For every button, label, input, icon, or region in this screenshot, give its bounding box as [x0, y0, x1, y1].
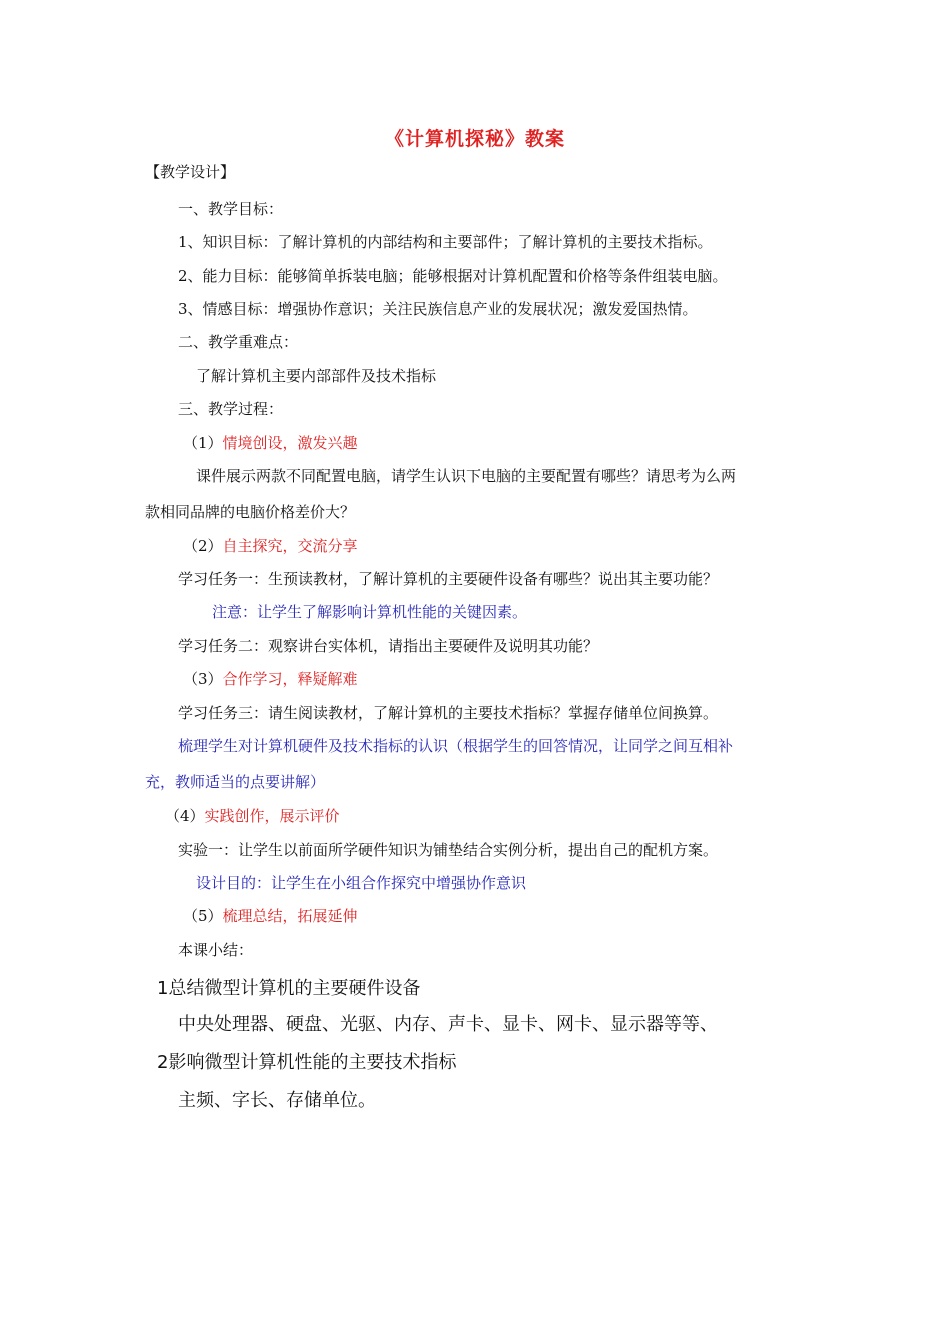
- task-3: 学习任务三：请生阅读教材，了解计算机的主要技术指标？掌握存储单位间换算。: [178, 704, 719, 722]
- summary-label: 本课小结：: [178, 941, 254, 959]
- objective-item: 3、情感目标：增强协作意识；关注民族信息产业的发展状况；激发爱国热情。: [178, 300, 698, 318]
- step-title: 情境创设，激发兴趣: [222, 434, 358, 452]
- objective-item: 1、知识目标：了解计算机的内部结构和主要部件；了解计算机的主要技术指标。: [178, 233, 713, 251]
- task-1: 学习任务一：生预读教材，了解计算机的主要硬件设备有哪些？说出其主要功能？: [178, 570, 719, 588]
- step-number: （1）: [183, 434, 223, 452]
- step-title: 梳理总结，拓展延伸: [222, 907, 358, 925]
- step-1-text: 课件展示两款不同配置电脑，请学生认识下电脑的主要配置有哪些？请思考为么两: [196, 467, 737, 485]
- step-2-heading: [183, 536, 358, 556]
- task-3-note-cont: 充，教师适当的点要讲解）: [145, 773, 326, 791]
- task-3-note: 梳理学生对计算机硬件及技术指标的认识（根据学生的回答情况，让同学之间互相补: [178, 737, 734, 755]
- step-number: （2）: [183, 537, 223, 555]
- key-points-content: 了解计算机主要内部部件及技术指标: [196, 367, 437, 385]
- task-2: 学习任务二：观察讲台实体机，请指出主要硬件及说明其功能？: [178, 637, 599, 655]
- design-purpose: 设计目的：让学生在小组合作探究中增强协作意识: [196, 874, 527, 892]
- summary-item-2-content: 主频、字长、存储单位。: [178, 1090, 376, 1111]
- step-5-heading: [183, 906, 358, 926]
- summary-item-title: 影响微型计算机性能的主要技术指标: [168, 1052, 457, 1073]
- summary-item-number: 1: [157, 978, 169, 999]
- step-title: 实践创作，展示评价: [204, 807, 340, 825]
- process-heading: 三、教学过程：: [178, 400, 284, 418]
- task-1-note: 注意：让学生了解影响计算机性能的关键因素。: [212, 603, 528, 621]
- step-number: （3）: [183, 670, 223, 688]
- summary-item-1-content: 中央处理器、硬盘、光驱、内存、声卡、显卡、网卡、显示器等等、: [178, 1014, 718, 1035]
- step-1-heading: [183, 433, 358, 453]
- key-points-heading: 二、教学重难点：: [178, 333, 299, 351]
- step-3-heading: [183, 669, 358, 689]
- objectives-heading: 一、教学目标：: [178, 200, 284, 218]
- objective-item: 2、能力目标：能够简单拆装电脑；能够根据对计算机配置和价格等条件组装电脑。: [178, 267, 728, 285]
- summary-item-1: [157, 977, 420, 1001]
- step-1-text-cont: 款相同品牌的电脑价格差价大？: [145, 503, 356, 521]
- step-number: （4）: [165, 807, 205, 825]
- step-4-heading: [165, 806, 340, 826]
- experiment-1: 实验一：让学生以前面所学硬件知识为铺垫结合实例分析，提出自己的配机方案。: [178, 841, 719, 859]
- summary-item-number: 2: [157, 1052, 169, 1073]
- section-header: 【教学设计】: [145, 163, 236, 181]
- step-number: （5）: [183, 907, 223, 925]
- step-title: 合作学习，释疑解难: [222, 670, 358, 688]
- step-title: 自主探究，交流分享: [222, 537, 358, 555]
- summary-item-2: [157, 1051, 456, 1075]
- summary-item-title: 总结微型计算机的主要硬件设备: [168, 978, 421, 999]
- document-title: 《计算机探秘》教案: [384, 128, 565, 150]
